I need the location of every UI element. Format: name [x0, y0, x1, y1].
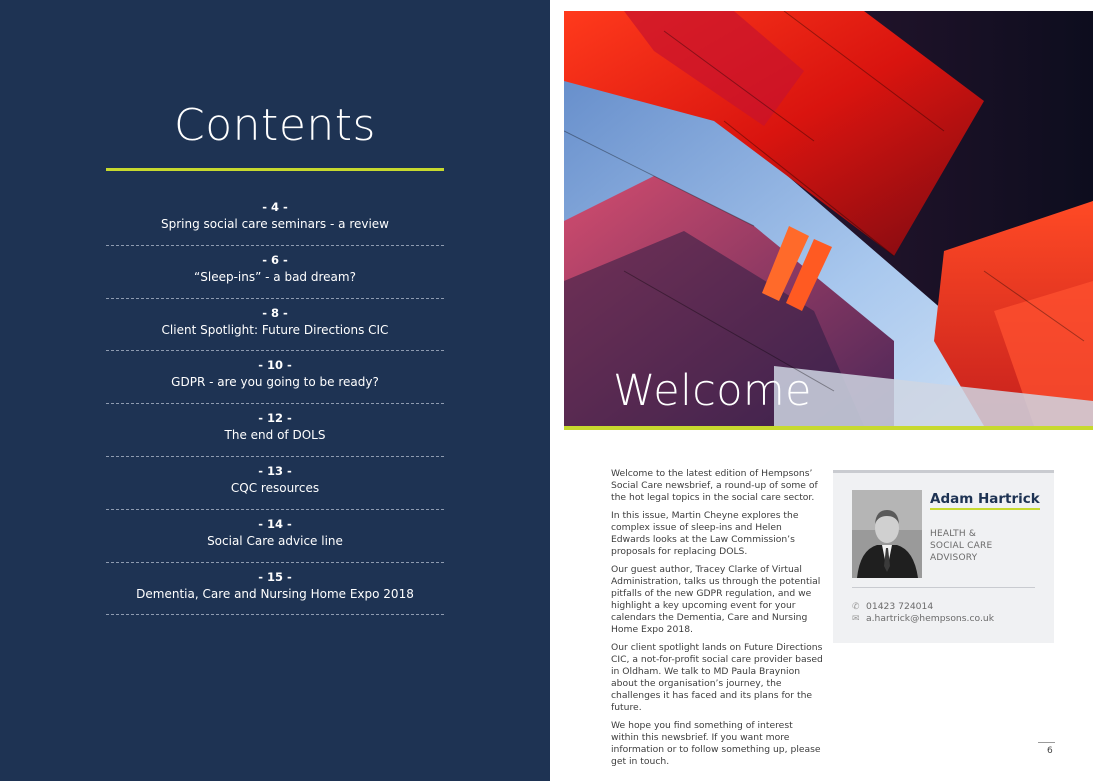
- contact-role: [930, 528, 1030, 564]
- toc-item[interactable]: [106, 193, 444, 246]
- toc-page-number: - 15 -: [258, 569, 292, 584]
- toc-title: Client Spotlight: Future Directions CIC: [161, 322, 389, 337]
- toc-title: Dementia, Care and Nursing Home Expo 2018: [136, 586, 414, 601]
- toc-item[interactable]: [106, 457, 444, 510]
- toc-page-number: - 10 -: [258, 358, 292, 373]
- welcome-title: Welcome: [613, 366, 812, 416]
- welcome-paragraph: Welcome to the latest edition of Hempsons’ Social Care newsbrief, a round-up of some of the hot legal topics in the social care sector.: [611, 468, 818, 503]
- page-number: 6: [1047, 746, 1053, 756]
- toc-item[interactable]: [106, 404, 444, 457]
- avatar: [852, 490, 922, 578]
- toc-page-number: - 14 -: [258, 516, 292, 531]
- welcome-paragraph: Our guest author, Tracey Clarke of Virtual Administration, talks us through the potential pitfalls of the new GDPR regulation, and we highlight a key upcoming event for your calendars the Dementia, Care and Nursing Home Expo 2018.: [611, 564, 821, 635]
- contact-card: [833, 470, 1054, 643]
- toc-page-number: - 8 -: [262, 305, 288, 320]
- welcome-body: [611, 468, 823, 774]
- welcome-paragraph: We hope you find something of interest within this newsbrief. If you want more information or to follow something up, please get in touch.: [611, 720, 821, 767]
- welcome-page: [550, 0, 1100, 781]
- contact-email-text: a.hartrick@hempsons.co.uk: [866, 613, 995, 624]
- toc-title: Spring social care seminars - a review: [161, 217, 389, 231]
- toc-page-number: - 6 -: [262, 252, 288, 267]
- toc-page-number: - 4 -: [262, 200, 288, 214]
- divider: [852, 587, 1035, 588]
- toc-item[interactable]: [106, 563, 444, 616]
- table-of-contents: [106, 193, 444, 615]
- toc-page-number: - 13 -: [258, 463, 292, 478]
- contact-phone-text: 01423 724014: [866, 601, 934, 612]
- toc-title: The end of DOLS: [224, 428, 326, 443]
- page-number-rule: [1038, 742, 1055, 743]
- email-icon: ✉: [852, 614, 860, 624]
- contact-name: Adam Hartrick: [930, 491, 1040, 510]
- toc-item[interactable]: [106, 510, 444, 563]
- phone-icon: ✆: [852, 602, 860, 612]
- toc-item[interactable]: [106, 246, 444, 299]
- contents-title: Contents: [174, 100, 376, 151]
- toc-title: GDPR - are you going to be ready?: [171, 375, 379, 390]
- hero-architecture-image: [564, 11, 1093, 426]
- hero-underline: [564, 426, 1093, 430]
- toc-item[interactable]: [106, 299, 444, 352]
- contact-role-line: HEALTH &: [930, 529, 977, 539]
- toc-item[interactable]: [106, 351, 444, 404]
- contact-role-line: ADVISORY: [930, 553, 978, 563]
- toc-title: Social Care advice line: [207, 533, 343, 548]
- contact-role-line: SOCIAL CARE: [930, 541, 993, 551]
- contents-title-underline: [106, 168, 444, 171]
- welcome-paragraph: Our client spotlight lands on Future Directions CIC, a not-for-profit social care provider based in Oldham. We talk to MD Paula Braynion about the organisation’s journey, the challenges it has faced and its plans for the future.: [611, 642, 823, 713]
- toc-page-number: - 12 -: [258, 411, 292, 426]
- contact-email[interactable]: [852, 613, 994, 625]
- welcome-paragraph: In this issue, Martin Cheyne explores the complex issue of sleep-ins and Helen Edwards looks at the Law Commission’s proposals for replacing DOLS.: [611, 510, 799, 557]
- toc-title: CQC resources: [230, 480, 320, 495]
- contact-phone[interactable]: [852, 601, 933, 613]
- toc-title: “Sleep-ins” - a bad dream?: [194, 269, 356, 284]
